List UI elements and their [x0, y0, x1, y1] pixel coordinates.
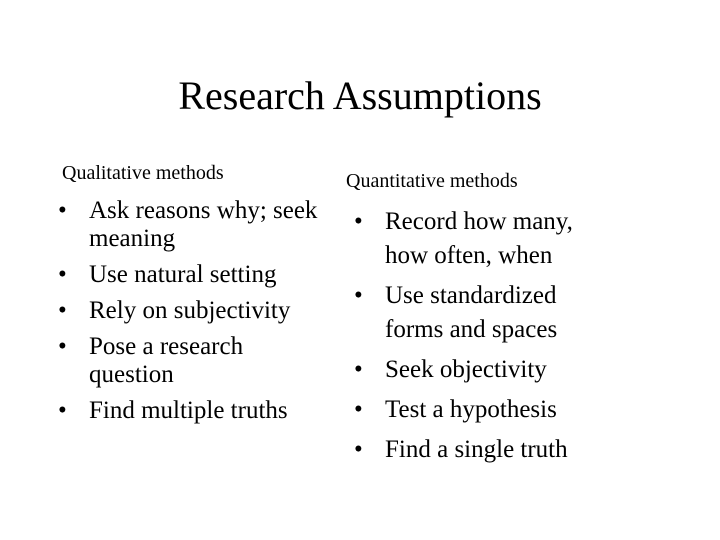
list-item-text: Use standardized: [385, 282, 557, 309]
bullet-icon: •: [354, 282, 363, 309]
list-item-text: Record how many,: [385, 208, 573, 235]
list-item: [354, 393, 644, 427]
list-item: [354, 433, 644, 467]
list-item: [354, 353, 644, 387]
list-item: [58, 333, 348, 389]
list-item: [58, 261, 348, 289]
bullet-icon: •: [58, 261, 67, 288]
list-item: [58, 197, 348, 253]
bullet-icon: •: [58, 297, 67, 324]
qualitative-list: [58, 197, 348, 433]
quantitative-list: [354, 205, 644, 473]
list-item-text: Use natural setting: [89, 261, 277, 288]
qualitative-heading: Qualitative methods: [62, 162, 224, 184]
bullet-icon: •: [354, 208, 363, 235]
bullet-icon: •: [354, 436, 363, 463]
list-item-text: Pose a research: [89, 333, 244, 360]
list-item-text: Test a hypothesis: [385, 396, 557, 423]
bullet-icon: •: [354, 356, 363, 383]
list-item-text-continued: question: [89, 361, 174, 388]
list-item: [354, 205, 644, 273]
list-item-text: Find a single truth: [385, 436, 568, 463]
list-item-text: Ask reasons why; seek: [89, 197, 318, 224]
list-item-text: Find multiple truths: [89, 397, 288, 424]
list-item: [58, 297, 348, 325]
list-item: [58, 397, 348, 425]
list-item-text-continued: meaning: [89, 225, 176, 252]
list-item: [354, 279, 644, 347]
bullet-icon: •: [354, 396, 363, 423]
list-item-text-continued: forms and spaces: [385, 316, 558, 343]
list-item-text: Seek objectivity: [385, 356, 547, 383]
slide-title: Research Assumptions: [178, 73, 542, 118]
bullet-icon: •: [58, 197, 67, 224]
bullet-icon: •: [58, 397, 67, 424]
list-item-text: Rely on subjectivity: [89, 297, 291, 324]
quantitative-heading: Quantitative methods: [346, 170, 518, 192]
list-item-text-continued: how often, when: [385, 242, 553, 269]
bullet-icon: •: [58, 333, 67, 360]
